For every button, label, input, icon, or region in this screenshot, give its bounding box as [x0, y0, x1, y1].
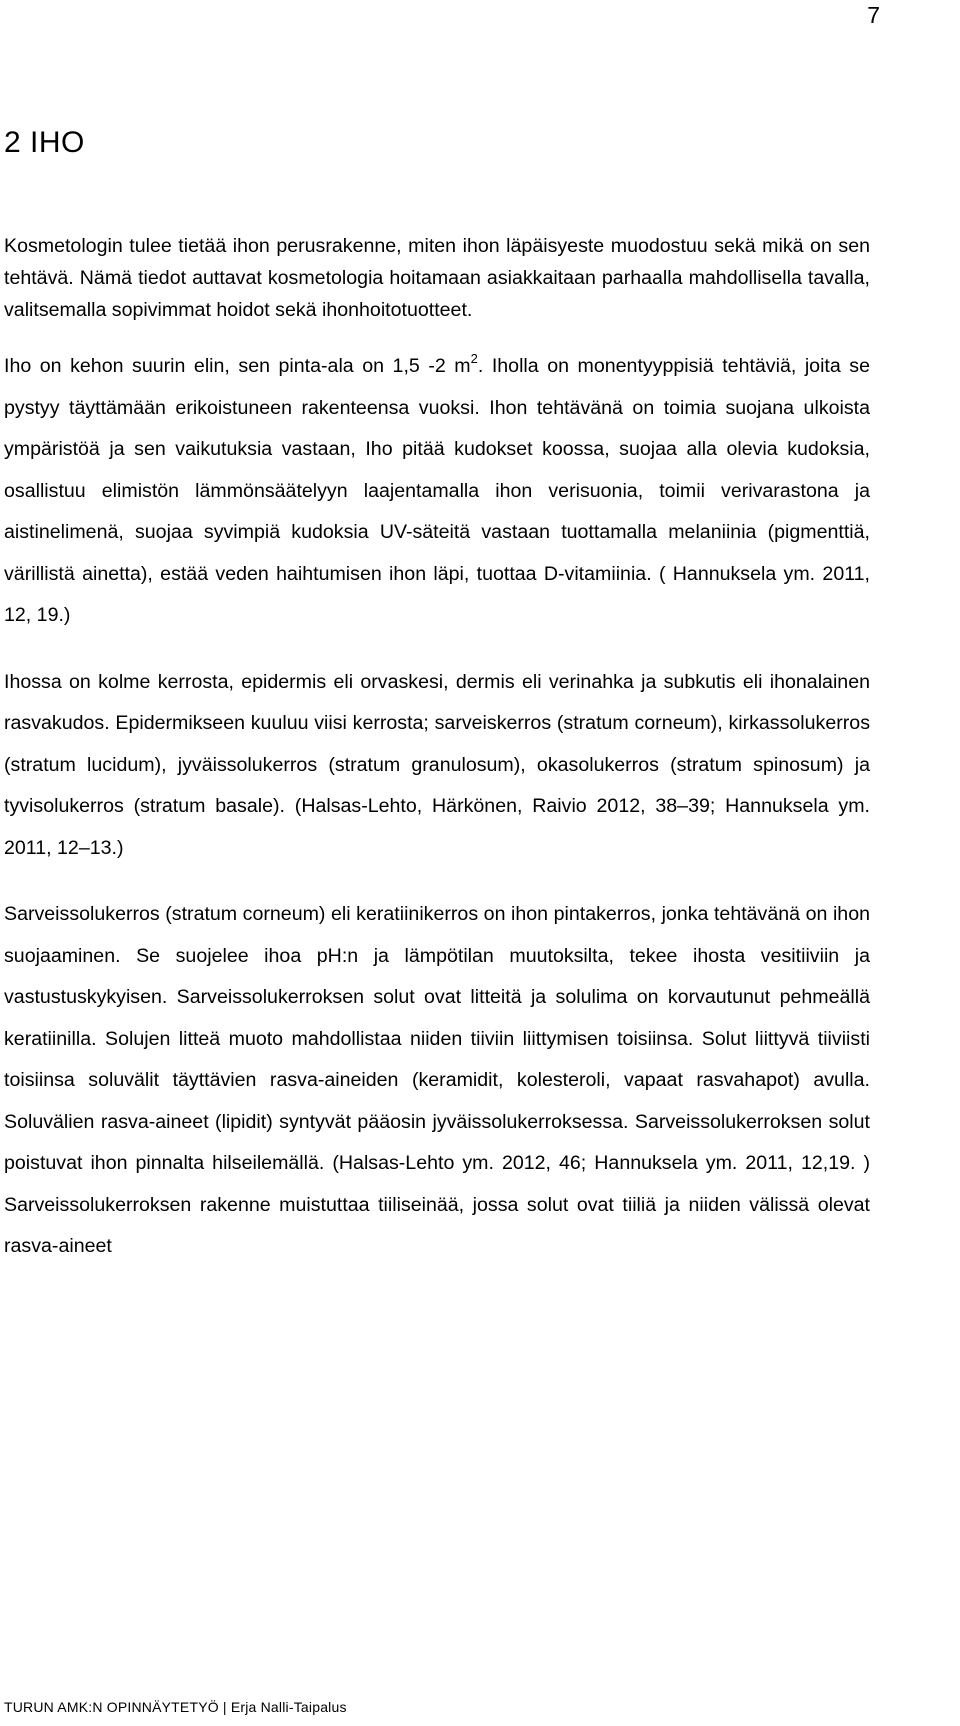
footer: TURUN AMK:N OPINNÄYTETYÖ | Erja Nalli-Taipalus: [4, 1699, 347, 1715]
body-text: [4, 230, 870, 1268]
paragraph-skin-functions: [4, 346, 870, 637]
paragraph-intro: Kosmetologin tulee tietää ihon perusrakenne, miten ihon läpäisyeste muodostuu sekä mikä on sen tehtävä. Nämä tiedot auttavat kosmetologia hoitamaan asiakkaitaan parhaalla mahdollisella tavalla, valitsemalla sopivimmat hoidot sekä ihonhoitotuotteet.: [4, 235, 870, 321]
paragraph-stratum-corneum: Sarveissolukerros (stratum corneum) eli keratiinikerros on ihon pintakerros, jonka tehtävänä on ihon suojaaminen. Se suojelee ihoa pH:n ja lämpötilan muutoksilta, tekee ihosta vesitiiviin ja vastustuskykyisen. Sarveissolukerroksen solut ovat litteitä ja solulima on korvautunut pehmeällä keratiinilla. Solujen litteä muoto mahdollistaa niiden tiiviin liittymisen toisiinsa. Solut liittyvä tiiviisti toisiinsa soluvälit täyttävien rasva-aineiden (keramidit, kolesteroli, vapaat rasvahapot) avulla. Soluvälien rasva-aineet (lipidit) syntyvät pääosin jyväissolukerroksessa. Sarveissolukerroksen solut poistuvat ihon pinnalta hilseilemällä. (Halsas-Lehto ym. 2012, 46; Hannuksela ym. 2011, 12,19. ) Sarveissolukerroksen rakenne muistuttaa tiiliseinää, jossa solut ovat tiiliä ja niiden välissä olevat rasva-aineet: [4, 903, 870, 1257]
page-number: 7: [867, 2, 880, 28]
superscript-square: 2: [470, 351, 478, 366]
chapter-heading: 2 IHO: [4, 126, 85, 159]
paragraph-skin-layers: Ihossa on kolme kerrosta, epidermis eli orvaskesi, dermis eli verinahka ja subkutis eli ihonalainen rasvakudos. Epidermikseen kuuluu viisi kerrosta; sarveiskerros (stratum corneum), kirkassolukerros (stratum lucidum), jyväissolukerros (stratum granulosum), okasolukerros (stratum spinosum) ja tyvisolukerros (stratum basale). (Halsas-Lehto, Härkönen, Raivio 2012, 38–39; Hannuksela ym. 2011, 12–13.): [4, 670, 870, 859]
paragraph-skin-functions-rest: . Iholla on monentyyppisiä tehtäviä, joita se pystyy täyttämään erikoistuneen rakenteensa vuoksi. Ihon tehtävänä on toimia suojana ulkoista ympäristöä ja sen vaikutuksia vastaan, Iho pitää kudokset koossa, suojaa alla olevia kudoksia, osallistuu elimistön lämmönsäätelyyn laajentamalla ihon verisuonia, toimii verivarastona ja aistinelimenä, suojaa syvimpiä kudoksia UV-säteitä vastaan tuottamalla melaniinia (pigmenttiä, värillistä ainetta), estää veden haihtumisen ihon läpi, tuottaa D-vitamiinia. ( Hannuksela ym. 2011, 12, 19.): [4, 355, 871, 626]
paragraph-skin-functions-start: Iho on kehon suurin elin, sen pinta-ala on 1,5 -2 m: [4, 355, 471, 377]
